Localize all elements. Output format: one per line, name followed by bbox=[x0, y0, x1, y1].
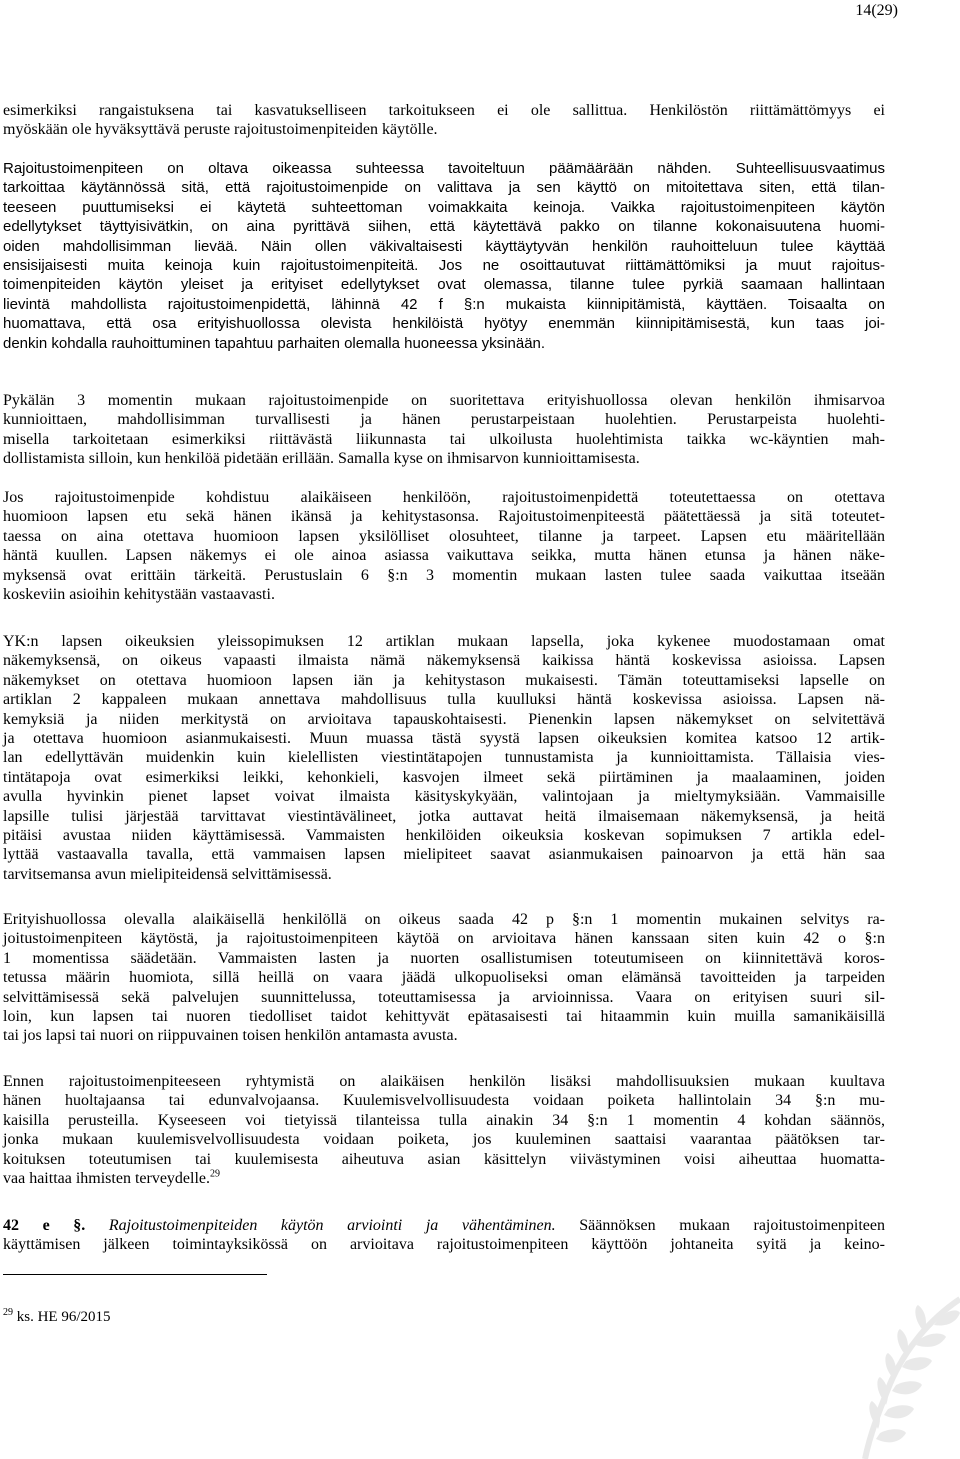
paragraph-4 bbox=[3, 488, 885, 604]
paragraph-2 bbox=[3, 159, 885, 353]
text-line: YK:n lapsen oikeuksien yleissopimuksen 12 artiklan mukaan lapsella, joka kykenee muodostamaan omat bbox=[3, 633, 885, 650]
text-line: kaisilla perusteilla. Kyseeseen voi tietyissä tilanteissa tulla ainakin 34 §:n 1 momentin 4 kohdan säännös, bbox=[3, 1111, 885, 1129]
text-line: Erityishuollossa olevalla alaikäisellä henkilöllä on oikeus saada 42 p §:n 1 momentin mukainen selvitys ra- bbox=[3, 911, 885, 928]
text-line: Rajoitustoimenpiteen on oltava oikeassa suhteessa tavoiteltuun päämäärään nähden. Suhteellisuusvaatimus bbox=[3, 160, 885, 177]
text-line: taessa on aina otettava huomioon lapsen yksilölliset olosuhteet, tilanne ja tarpeet. Lapsen etu määritellään bbox=[3, 527, 885, 545]
text-line: lapsille tulisi järjestää tarvittavat viestintävälineet, jotka auttavat heitä ilmaisemaan näkemyksensä, ja heitä bbox=[3, 807, 885, 825]
footnote-number: 29 bbox=[3, 1307, 13, 1318]
text-line: 1 momentissa säädetään. Vammaisten lasten ja nuorten osallistumisen toteutumiseen on kiinnitettävä koros- bbox=[3, 949, 885, 967]
text-line: kunnioittaen, mahdollisimman turvallisesti ja hänen perustarpeistaan huolehtien. Perustarpeista huolehti- bbox=[3, 411, 885, 429]
text-line: artiklan 2 kappaleen mukaan annettava mahdollisuus tulla kuulluksi häntä koskevissa asioissa. Lapsen nä- bbox=[3, 691, 885, 709]
text-line: misella tarkoitetaan esimerkiksi riittävästä liikunnasta tai ulkoilusta huolehtimista taikka wc-käyntien mah- bbox=[3, 430, 885, 448]
footnote-separator bbox=[3, 1274, 267, 1275]
text-line: huomattava, että osa erityishuollossa olevista henkilöistä hyötyy enemmän kiinnipitämisestä, kun taas joi- bbox=[3, 315, 885, 333]
text-line: kemyksiä ja niiden merkitystä on arvioitava tapauskohtaisesti. Pienenkin lapsen näkemykset on selvitettävä bbox=[3, 710, 885, 728]
text-line: esimerkiksi rangaistuksena tai kasvatukselliseen tarkoitukseen ei ole sallittua. Henkilöstön riittämättömyys ei bbox=[3, 102, 885, 119]
text-line: näkemyksensä, on oikeus vapaasti ilmaista nämä näkemyksensä kaikissa häntä koskevissa asioissa. Lapsen bbox=[3, 652, 885, 670]
text-line: jonka mukaan kuulemisvelvollisuudesta voidaan poiketa, jos kuuleminen saattaisi vaarantaa päätöksen tar- bbox=[3, 1131, 885, 1149]
text-line: hänen huoltajaansa tai edunvalvojaansa. Kuulemisvelvollisuudesta voidaan poiketa hallintolain 34 §:n mu- bbox=[3, 1092, 885, 1110]
footnote-text: ks. HE 96/2015 bbox=[13, 1309, 111, 1325]
text-line: lyttää vastaavalla tavalla, että vammaisen lapsen mielipiteet saavat asianmukaisen painoarvon ja että hän saa bbox=[3, 846, 885, 864]
text-line: denkin kohdalla rauhoittuminen tapahtuu parhaiten olemalla huoneessa yksinään. bbox=[3, 334, 546, 352]
text-line: toimenpiteiden käytön yleiset ja erityiset edellytykset ovat olemassa, tilanne tulee pyrkiä saamaan hallintaan bbox=[3, 276, 885, 294]
text-line: ensisijaisesti muita keinoja kuin rajoitustoimenpiteitä. Jos ne osoittautuvat riittämättömiksi ja muut rajoitus- bbox=[3, 257, 885, 275]
text-line: dollistamista silloin, kun henkilöä pidetään erillään. Samalla kyse on ihmisarvon kunnioittamisesta. bbox=[3, 450, 640, 468]
text-line: tarvitsemansa avun mielipiteidensä selvittämisessä. bbox=[3, 865, 332, 883]
text-line: myksensä ovat erittäin tärkeitä. Perustuslain 6 §:n 3 momentin mukaan lasten tulee saada vaikuttaa itseään bbox=[3, 566, 885, 584]
text-line: edellytykset täyttyisivätkin, on aina pyrittävä siihen, että käytettävä pakko on tilanne kokonaisuutena huomi- bbox=[3, 218, 885, 236]
text-line: tintätapoja ovat esimerkiksi leikki, kehonkieli, kasvojen ilmeet sekä piirtäminen ja maalaaminen, joiden bbox=[3, 768, 885, 786]
text-line bbox=[3, 1216, 885, 1235]
text-line: ja otettava huomioon asianmukaisesti. Muun muassa tästä syystä lapsen oikeuksien komitea katsoo 12 artik- bbox=[3, 730, 885, 748]
section-number: 42 e §. bbox=[3, 1217, 86, 1234]
text-line: Pykälän 3 momentin mukaan rajoitustoimenpide on suoritettava erityishuollossa olevan henkilön ihmisarvoa bbox=[3, 392, 885, 409]
section-text: Säännöksen mukaan rajoitustoimenpiteen bbox=[555, 1217, 886, 1234]
section-title: Rajoitustoimenpiteiden käytön arviointi ja vähentäminen. bbox=[108, 1217, 556, 1234]
text-line: tetussa määrin huomiota, sillä heillä on vaara jäädä ulkopuoliseksi oman elämänsä tavoitteiden ja tarpeiden bbox=[3, 969, 885, 987]
text-line: teeseen puuttumiseksi ei käytetä suhteettoman voimakkaita keinoja. Vaikka rajoitustoimenpiteen käytön bbox=[3, 198, 885, 216]
text-line-content: vaa haittaa ihmisten terveydelle. bbox=[3, 1170, 211, 1188]
text-line: joitustoimenpiteen käytöstä, ja rajoitustoimenpiteen käytöä on arvioitava hänen kanssaan siten kuin 42 o §:n bbox=[3, 930, 885, 948]
text-line bbox=[3, 1169, 885, 1188]
text-line: myöskään ole hyväksyttävä peruste rajoitustoimenpiteiden käytölle. bbox=[3, 121, 438, 139]
text-line: tarkoittaa käytännössä sitä, että rajoitustoimenpide on valittava ja sen käyttö on mitoitettava siten, että tilan- bbox=[3, 179, 885, 197]
paragraph-1 bbox=[3, 101, 885, 140]
page-number: 14(29) bbox=[855, 2, 898, 19]
decorative-leaf-watermark bbox=[810, 1289, 960, 1459]
text-line: selvittämisessä sekä palvelujen suunnittelussa, toteuttamisessa ja arvioinnissa. Vaara on erityisen suuri sil- bbox=[3, 988, 885, 1006]
footnote-reference[interactable]: 29 bbox=[210, 1168, 221, 1180]
paragraph-5 bbox=[3, 632, 885, 884]
text-line: näkemykset on otettava huomioon lapsen iän ja kehitystason mukaisesti. Tämän toteuttamiseksi lapselle on bbox=[3, 671, 885, 689]
text-line: oiden mahdollisimman lievää. Näin ollen väkivaltaisesti käyttäytyvän henkilön rauhoitteluun tulee käyttää bbox=[3, 237, 885, 255]
text-line: huomioon lapsen etu sekä hänen ikänsä ja kehitystasonsa. Rajoitustoimenpiteestä päätettäessä ja sitä toteutet- bbox=[3, 508, 885, 526]
paragraph-7 bbox=[3, 1072, 885, 1188]
text-line: lievintä mahdollista rajoitustoimenpidettä, lähinnä 42 f §:n mukaista kiinnipitämistä, käyttäen. Toisaalta on bbox=[3, 295, 885, 313]
text-line: häntä kuullen. Lapsen näkemys ei ole ainoa asiassa vaikuttava seikka, mutta hänen etunsa ja hänen näke- bbox=[3, 547, 885, 565]
text-line: Ennen rajoitustoimenpiteeseen ryhtymistä on alaikäisen henkilön lisäksi mahdollisuuksien mukaan kuultava bbox=[3, 1073, 885, 1090]
text-line: loin, kun lapsen tai nuoren tiedolliset taidot kehittyvät epätasaisesti tai hitaammin kuin muilla samanikäisillä bbox=[3, 1008, 885, 1026]
text-line: käyttämisen jälkeen toimintayksikössä on arvioitava rajoitustoimenpiteen käyttöön johtaneita syitä ja keino- bbox=[3, 1236, 885, 1254]
text-line: tai jos lapsi tai nuori on riippuvainen toisen henkilön antamasta avusta. bbox=[3, 1027, 458, 1045]
text-line: koituksen toteutumisen tai kuulemisesta aiheutuva asian käsittelyn viivästyminen voisi aiheuttaa huomatta- bbox=[3, 1150, 885, 1168]
text-line: lan edellyttävän muidenkin kuin kielellisten viestintätapojen tunnustamista ja kunnioittamista. Tällaisia vies- bbox=[3, 749, 885, 767]
paragraph-3 bbox=[3, 391, 885, 469]
text-line: avulla hyvinkin pienet lapset voivat ilmaista käsityskykyään, valintojaan ja mieltymyksiään. Vammaisille bbox=[3, 788, 885, 806]
paragraph-6 bbox=[3, 910, 885, 1046]
text-line: koskeviin asioihin kehitystään vastaavasti. bbox=[3, 586, 275, 604]
text-line: Jos rajoitustoimenpide kohdistuu alaikäiseen henkilöön, rajoitustoimenpidettä toteutettaessa on otettava bbox=[3, 489, 885, 506]
text-line: pitäisi avustaa niiden käyttämisessä. Vammaisten henkilöiden oikeuksia koskevan sopimuksen 7 artikla edel- bbox=[3, 827, 885, 845]
paragraph-8 bbox=[3, 1216, 885, 1255]
footnote bbox=[3, 1308, 111, 1326]
